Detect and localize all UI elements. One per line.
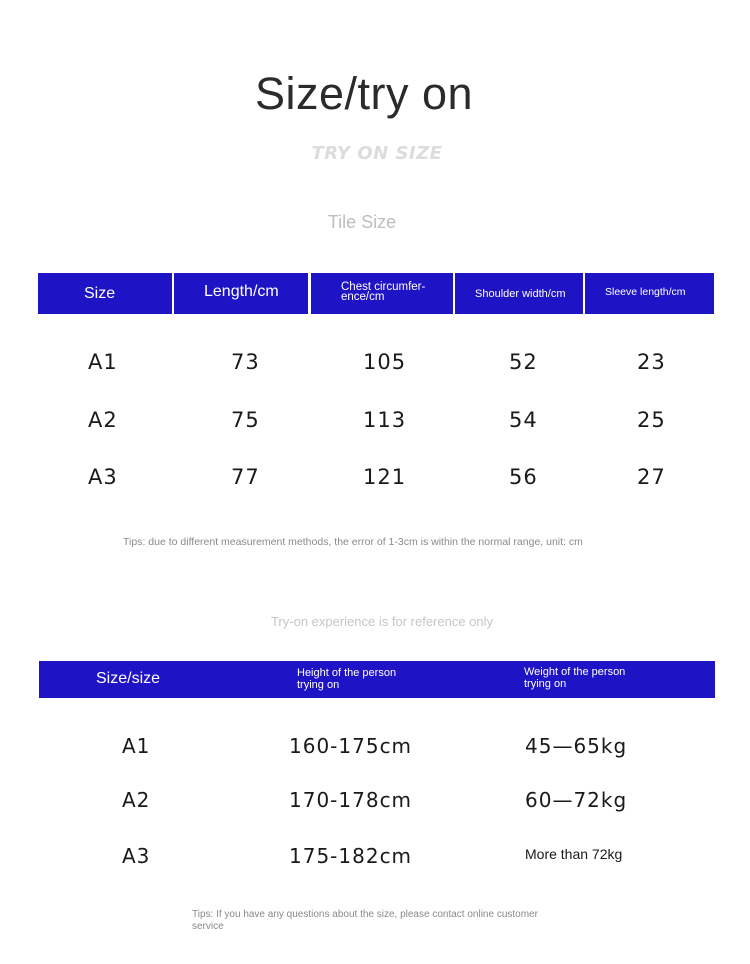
table-row [0, 350, 750, 380]
cell-size: A2 [122, 788, 151, 812]
tile-size-label: Tile Size [327, 212, 397, 232]
header-size: Size [38, 273, 172, 314]
tryon-reference-note: Try-on experience is for reference only [270, 614, 494, 629]
cell-shoulder: 54 [509, 408, 538, 432]
header-weight: Weight of the person trying on [524, 666, 626, 690]
cell-chest: 121 [363, 465, 407, 489]
table-row [0, 465, 750, 495]
cell-size: A2 [88, 408, 118, 432]
cell-length: 75 [231, 408, 260, 432]
measurement-tips: Tips: due to different measurement methods, the error of 1-3cm is within the normal range, unit: cm [123, 536, 583, 548]
header-sleeve: Sleeve length/cm [585, 273, 714, 314]
cell-shoulder: 52 [509, 350, 538, 374]
cell-height: 170-178cm [289, 788, 413, 812]
cell-weight: More than 72kg [525, 846, 623, 862]
cell-size: A1 [122, 734, 151, 758]
cell-length: 73 [231, 350, 260, 374]
header-chest: Chest circumfer- ence/cm [311, 273, 453, 314]
cell-height: 175-182cm [289, 844, 413, 868]
header-height: Height of the person trying on [297, 667, 397, 691]
cell-weight: 60—72kg [525, 788, 628, 812]
table-row [0, 408, 750, 438]
header-length: Length/cm [174, 273, 308, 314]
page-subtitle: TRY ON SIZE [311, 143, 443, 164]
header-size: Size/size [96, 670, 161, 687]
cell-chest: 105 [363, 350, 407, 374]
cell-weight: 45—65kg [525, 734, 628, 758]
cell-chest: 113 [363, 408, 407, 432]
cell-sleeve: 27 [637, 465, 666, 489]
cell-sleeve: 25 [637, 408, 666, 432]
contact-tips: Tips: If you have any questions about the size, please contact online customer service [192, 909, 538, 932]
cell-size: A3 [88, 465, 118, 489]
cell-shoulder: 56 [509, 465, 538, 489]
cell-length: 77 [231, 465, 260, 489]
cell-sleeve: 23 [637, 350, 666, 374]
page-title: Size/try on [254, 68, 474, 119]
header-shoulder: Shoulder width/cm [455, 273, 583, 314]
cell-size: A3 [122, 844, 151, 868]
cell-size: A1 [88, 350, 118, 374]
cell-height: 160-175cm [289, 734, 413, 758]
